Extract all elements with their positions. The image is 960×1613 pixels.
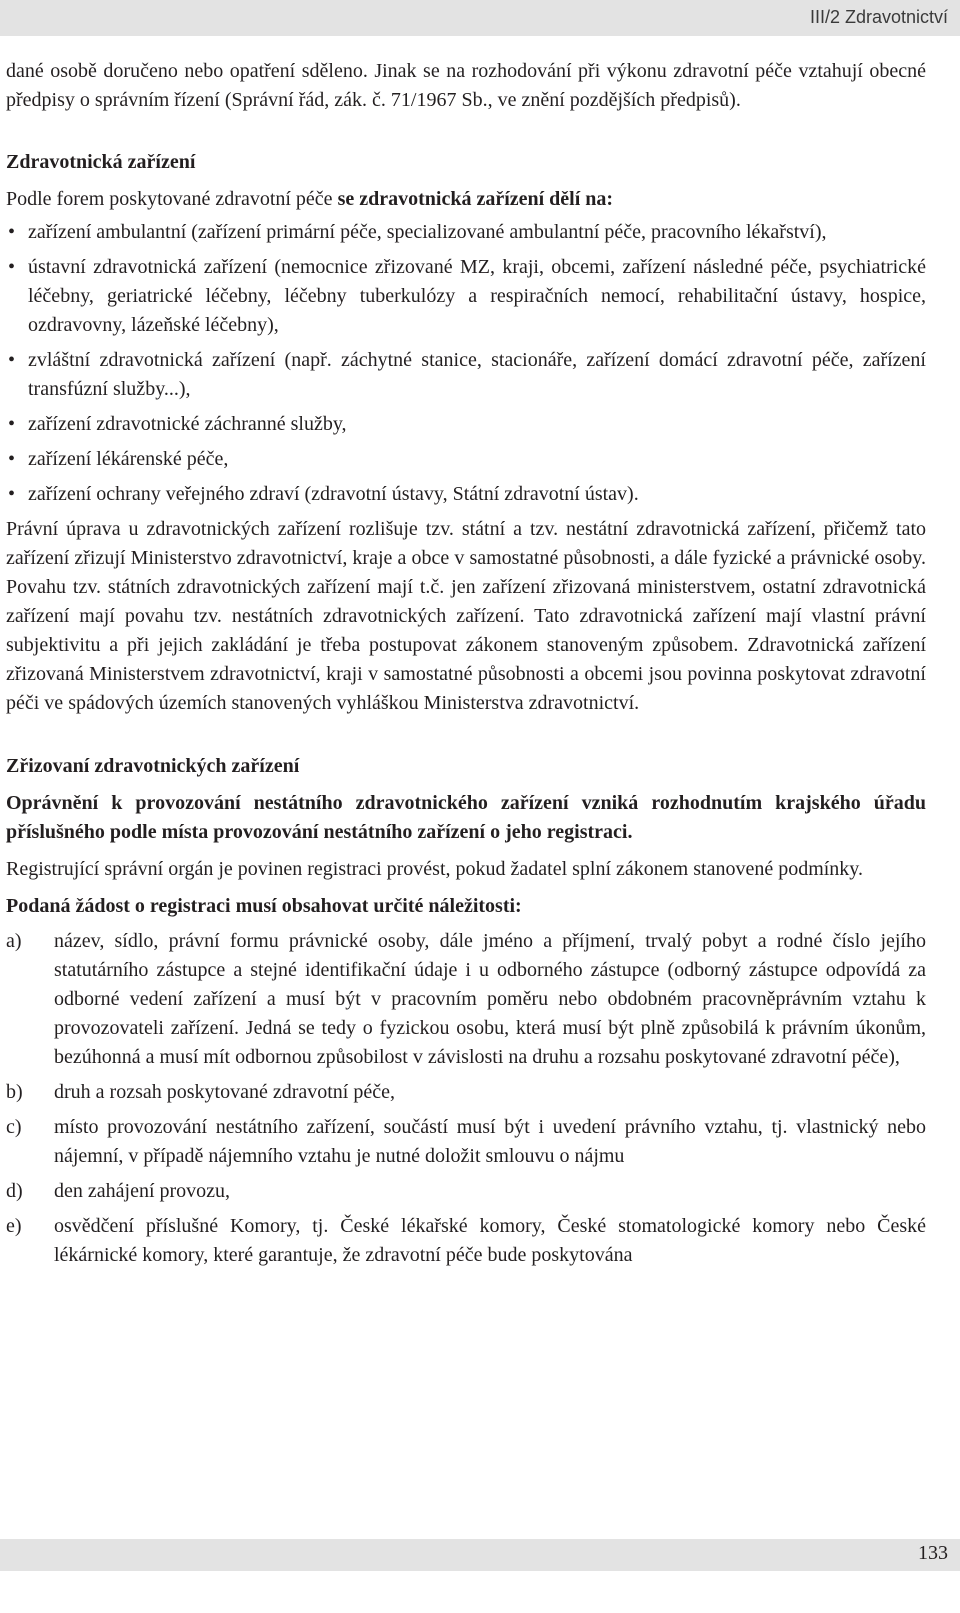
bullet-icon: • xyxy=(8,483,16,505)
registration-bold-paragraph: Oprávnění k provozování nestátního zdravotnického zařízení vzniká rozhodnutím krajského úřadu příslušného podle místa provozování nestátního zařízení o jeho registraci. xyxy=(6,792,926,843)
list-item-text: druh a rozsah poskytované zdravotní péče, xyxy=(54,1081,395,1103)
facility-type-list xyxy=(6,218,926,509)
list-item xyxy=(6,218,926,247)
list-item xyxy=(6,410,926,439)
bullet-icon: • xyxy=(8,349,16,371)
list-item-label: e) xyxy=(6,1215,22,1237)
bullet-icon: • xyxy=(8,448,16,470)
section1-lead-normal: Podle forem poskytované zdravotní péče xyxy=(6,188,338,210)
section-heading-zdravotnicka-zarizeni: Zdravotnická zařízení xyxy=(6,151,196,173)
list-item-text: zařízení lékárenské péče, xyxy=(28,448,229,470)
list-item xyxy=(6,1177,926,1206)
list-item-label: c) xyxy=(6,1116,22,1138)
legal-status-paragraph: Právní úprava u zdravotnických zařízení rozlišuje tzv. státní a tzv. nestátní zdravotnická zařízení, přičemž tato zařízení zřizují Ministerstvo zdravotnictví, kraje a obce v samostatné působnosti, a dále fyzické a právnické osoby. Povahu tzv. státních zdravotnických zařízení mají t.č. jen zařízení zřizovaná ministerstvem, ostatní zdravotnická zařízení mají povahu tzv. nestátních zdravotnických zařízení. Tato zdravotnická zařízení mají vlastní právní subjektivitu a při jejich zakládání je třeba postupovat zákonem stanoveným způsobem. Zdravotnická zařízení zřizovaná Ministerstvem zdravotnictví, kraji v samostatné působnosti a obcemi jsou povinna poskytovat zdravotní péči ve spádových územích stanovených vyhláškou Ministerstva zdravotnictví. xyxy=(6,518,926,714)
list-item-text: zařízení ambulantní (zařízení primární péče, specializované ambulantní péče, pracovního lékařství), xyxy=(28,221,827,243)
list-item xyxy=(6,1078,926,1107)
list-item xyxy=(6,1212,926,1270)
requirements-heading: Podaná žádost o registraci musí obsahovat určité náležitosti: xyxy=(6,895,522,917)
running-title: III/2 Zdravotnictví xyxy=(809,7,948,27)
list-item-text: den zahájení provozu, xyxy=(54,1180,231,1202)
list-item xyxy=(6,445,926,474)
list-item-text: místo provozování nestátního zařízení, součástí musí být i uvedení právního vztahu, tj. vlastnický nebo nájemní, v případě nájemního vztahu je nutné doložit smlouvu o nájmu xyxy=(54,1116,926,1167)
list-item xyxy=(6,346,926,404)
page-content xyxy=(6,57,926,1276)
list-item-text: zařízení zdravotnické záchranné služby, xyxy=(28,413,347,435)
list-item-label: d) xyxy=(6,1180,23,1202)
list-item-text: ústavní zdravotnická zařízení (nemocnice zřizované MZ, kraji, obcemi, zařízení následné péče, psychiatrické léčebny, geriatrické léčebny, léčebny tuberkulózy a respiračních nemocí, rehabilitační ústavy, hospice, ozdravovny, lázeňské léčebny), xyxy=(28,256,926,336)
bullet-icon: • xyxy=(8,221,16,243)
list-item-text: zvláštní zdravotnická zařízení (např. záchytné stanice, stacionáře, zařízení domácí zdravotní péče, zařízení transfúzní služby...), xyxy=(28,349,926,400)
page-footer xyxy=(0,1539,960,1571)
section-heading-zrizovani: Zřizovaní zdravotnických zařízení xyxy=(6,755,300,777)
requirements-list xyxy=(6,927,926,1270)
page-number: 133 xyxy=(918,1542,948,1564)
list-item-text: zařízení ochrany veřejného zdraví (zdravotní ústavy, Státní zdravotní ústav). xyxy=(28,483,639,505)
bullet-icon: • xyxy=(8,413,16,435)
list-item xyxy=(6,1113,926,1171)
section1-lead xyxy=(6,185,926,214)
list-item-label: a) xyxy=(6,930,22,952)
list-item-text: název, sídlo, právní formu právnické osoby, dále jméno a příjmení, trvalý pobyt a rodné číslo jejího statutárního zástupce a stejné identifikační údaje i u odborného zástupce (odborný zástupce odpovídá za odborné vedení zařízení a musí být v pracovním poměru nebo obdobném pracovněprávním vztahu k provozovateli zařízení. Jedná se tedy o fyzickou osobu, která musí být plně způsobilá k právním úkonům, bezúhonná a musí mít odbornou způsobilost v závislosti na druhu a rozsahu poskytované zdravotní péče), xyxy=(54,930,926,1068)
list-item xyxy=(6,927,926,1072)
list-item xyxy=(6,480,926,509)
registration-paragraph: Registrující správní orgán je povinen registraci provést, pokud žadatel splní zákonem stanovené podmínky. xyxy=(6,858,864,880)
section1-lead-bold: se zdravotnická zařízení dělí na: xyxy=(337,188,614,210)
list-item xyxy=(6,253,926,340)
intro-paragraph: dané osobě doručeno nebo opatření sděleno. Jinak se na rozhodování při výkonu zdravotní péče vztahují obecné předpisy o správním řízení (Správní řád, zák. č. 71/1967 Sb., ve znění pozdějších předpisů). xyxy=(6,60,926,111)
running-header xyxy=(0,0,960,36)
bullet-icon: • xyxy=(8,256,16,278)
list-item-text: osvědčení příslušné Komory, tj. České lékařské komory, České stomatologické komory nebo České lékárnické komory, které garantuje, že zdravotní péče bude poskytována xyxy=(54,1215,926,1266)
list-item-label: b) xyxy=(6,1081,23,1103)
